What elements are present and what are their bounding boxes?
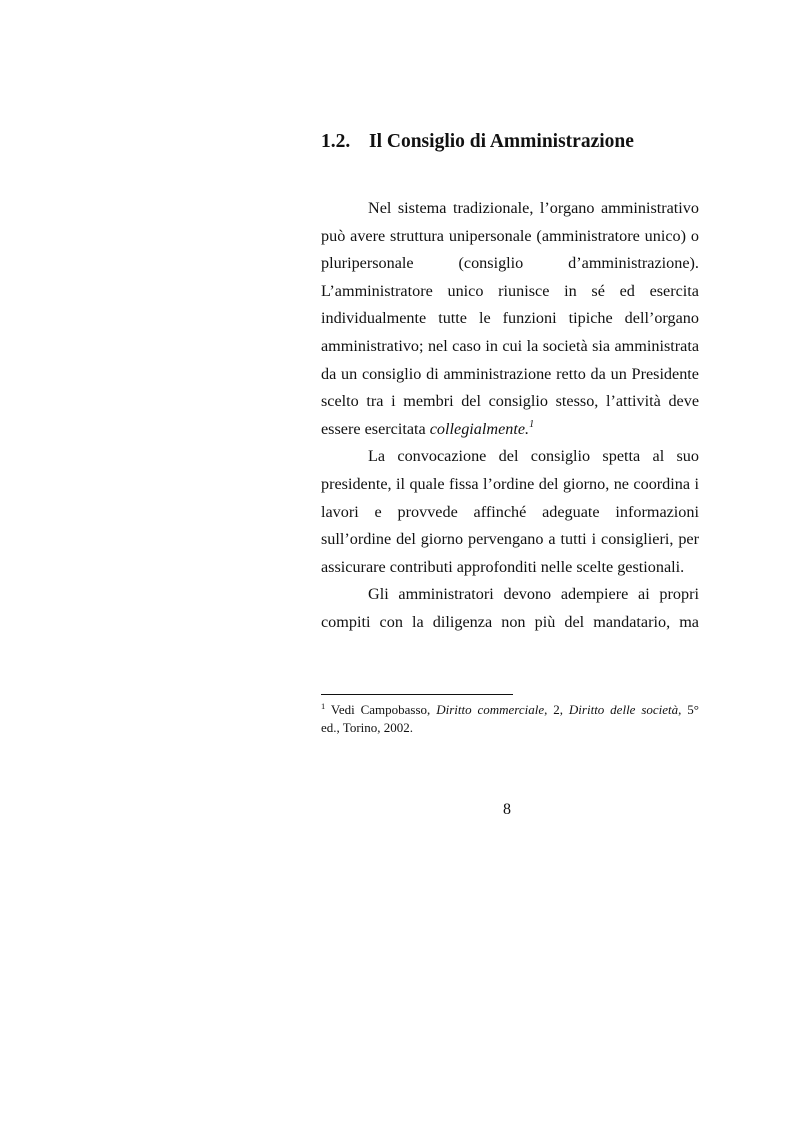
paragraph-line: La convocazione del consiglio spetta al suo [368, 447, 699, 466]
paragraph-line: individualmente tutte le funzioni tipiche dell’organo [321, 309, 699, 328]
section-title: Il Consiglio di Amministrazione [369, 131, 634, 152]
section-heading [321, 131, 634, 153]
paragraph-line: presidente, il quale fissa l’ordine del giorno, ne coordina i [321, 474, 699, 493]
footnote-text: , 5° [678, 702, 699, 717]
paragraph-line: da un consiglio di amministrazione retto da un Presidente [321, 364, 699, 383]
paragraph-word: (consiglio [458, 254, 524, 273]
paragraph-line: amministrativo; nel caso in cui la società sia amministrata [321, 336, 699, 355]
paragraph-line [321, 416, 699, 444]
footnote-divider [321, 694, 513, 695]
paragraph-line: compiti con la diligenza non più del mandatario, ma [321, 612, 699, 631]
body-paragraphs [321, 195, 699, 637]
footnote-reference[interactable]: 1 [529, 418, 535, 430]
footnote-line [321, 701, 699, 719]
page-number: 8 [503, 801, 511, 818]
paragraph-line: Nel sistema tradizionale, l’organo amministrativo [368, 199, 699, 217]
footnote-line: ed., Torino, 2002. [321, 720, 414, 735]
paragraph-line: sull’ordine del giorno pervengano a tutti i consiglieri, per [321, 530, 699, 549]
paragraph-line: Gli amministratori devono adempiere ai propri [368, 585, 699, 604]
footnote-title: Diritto delle società [568, 702, 679, 717]
paragraph-text: essere esercitata [321, 419, 430, 438]
emphasis-text: collegialmente. [429, 419, 530, 438]
paragraph-word: d’amministrazione). [568, 254, 699, 273]
paragraph-line: può avere struttura unipersonale (amministratore unico) o [321, 226, 699, 245]
paragraph-line: assicurare contributi approfonditi nelle scelte gestionali. [321, 557, 685, 576]
paragraph-line: L’amministratore unico riunisce in sé ed esercita [321, 281, 699, 300]
footnote-text: , 2, [544, 702, 569, 717]
footnote-marker: 1 [321, 701, 326, 711]
paragraph-word: pluripersonale [321, 254, 414, 273]
paragraph-line: lavori e provvede affinché adeguate informazioni [321, 502, 699, 521]
footnote-title: Diritto commerciale [436, 702, 545, 717]
section-number: 1.2. [321, 131, 351, 152]
paragraph-line [321, 250, 699, 278]
footnote-text: Vedi Campobasso, [325, 702, 437, 717]
footnote [321, 701, 699, 737]
paragraph-line: scelto tra i membri del consiglio stesso, l’attività deve [321, 392, 699, 411]
